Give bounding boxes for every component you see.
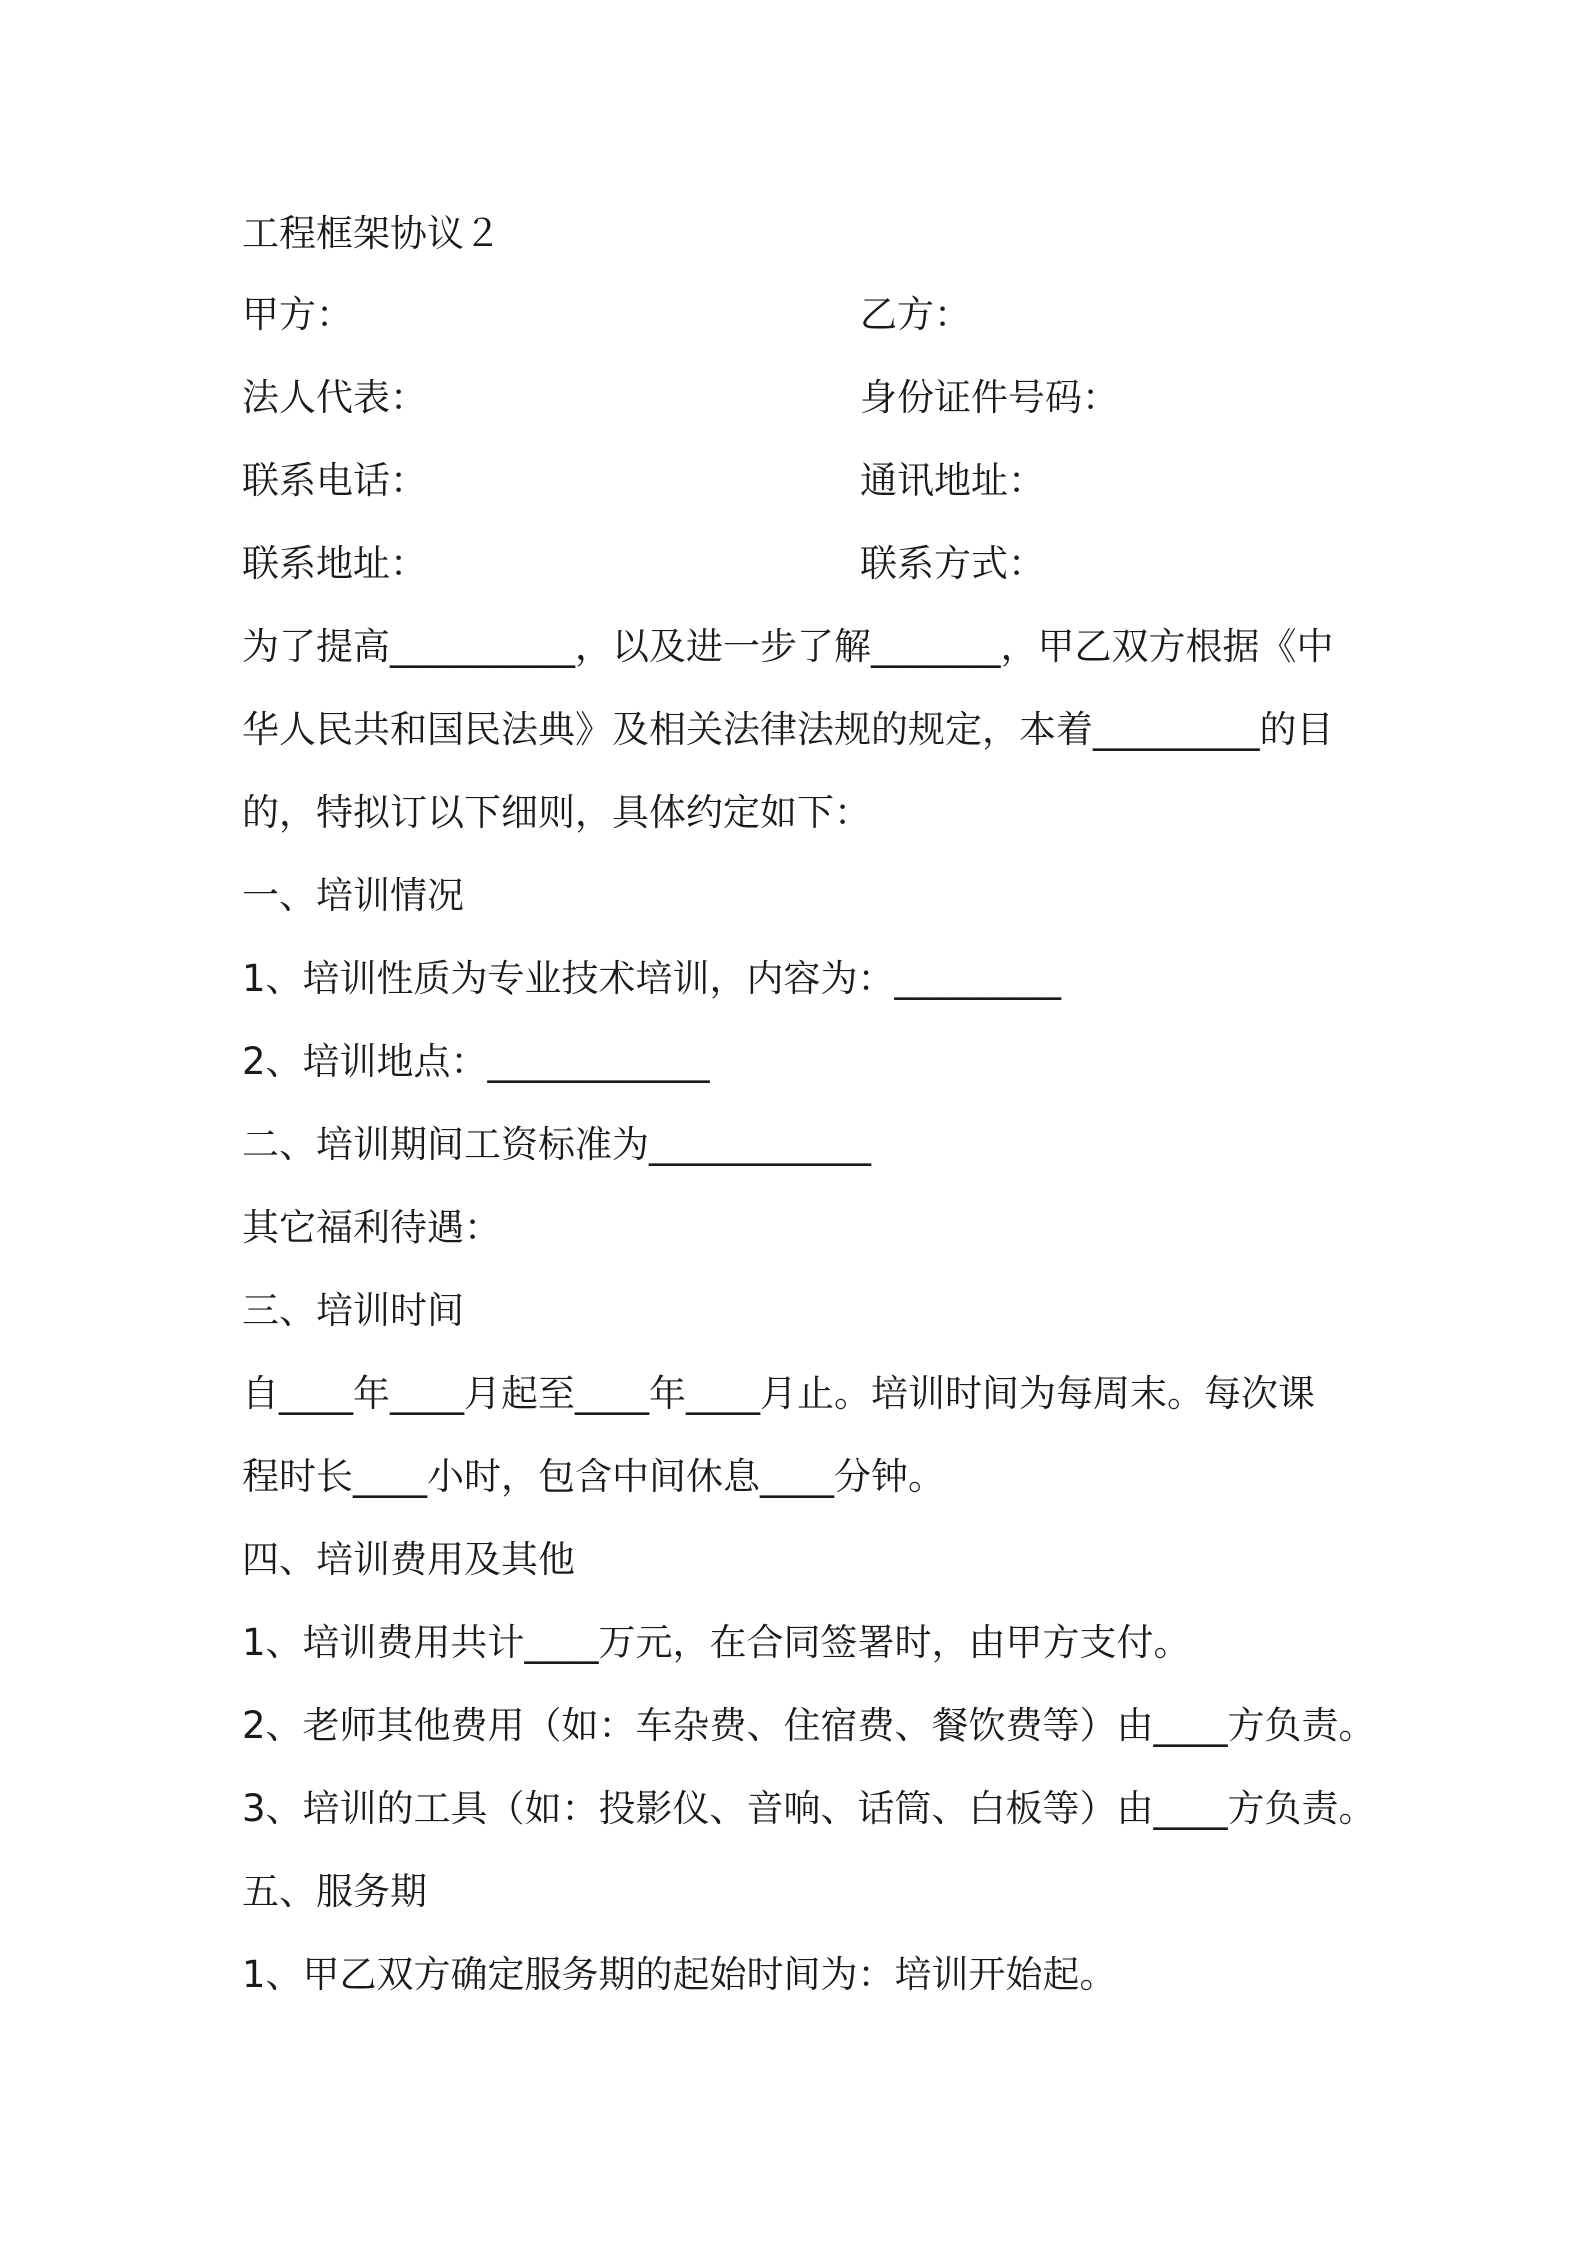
section-2-item-1: 其它福利待遇： — [242, 1206, 501, 1249]
party-b-label: 乙方： — [860, 293, 971, 336]
section-5-heading: 五、服务期 — [242, 1870, 427, 1913]
section-5-item-1: 1、甲乙双方确定服务期的起始时间为：培训开始起。 — [242, 1953, 1117, 1996]
preamble-line-2: 华人民共和国民法典》及相关法律法规的规定，本着_________的目 — [242, 708, 1334, 751]
legal-rep-label: 法人代表： — [242, 376, 427, 419]
section-3-line-2: 程时长____小时，包含中间休息____分钟。 — [242, 1455, 945, 1498]
section-4-item-1: 1、培训费用共计____万元，在合同签署时，由甲方支付。 — [242, 1621, 1191, 1664]
section-4-item-3: 3、培训的工具（如：投影仪、音响、话筒、白板等）由____方负责。 — [242, 1787, 1376, 1830]
section-4-heading: 四、培训费用及其他 — [242, 1538, 575, 1581]
section-3-line-1: 自____年____月起至____年____月止。培训时间为每周末。每次课 — [242, 1372, 1315, 1415]
address-row — [242, 539, 1045, 589]
contact-phone-label: 联系电话： — [242, 459, 427, 502]
contact-method-label: 联系方式： — [860, 542, 1045, 585]
section-2-heading: 二、培训期间工资标准为____________ — [242, 1123, 871, 1166]
id-number-label: 身份证件号码： — [860, 376, 1119, 419]
section-1-heading: 一、培训情况 — [242, 874, 464, 917]
section-3-heading: 三、培训时间 — [242, 1289, 464, 1332]
section-1-item-2: 2、培训地点：____________ — [242, 1040, 710, 1083]
contact-address-label: 联系地址： — [242, 542, 427, 585]
preamble-line-3: 的，特拟订以下细则，具体约定如下： — [242, 791, 871, 834]
section-1-item-1: 1、培训性质为专业技术培训，内容为：_________ — [242, 957, 1062, 1000]
phone-row — [242, 456, 1045, 506]
section-4-item-2: 2、老师其他费用（如：车杂费、住宿费、餐饮费等）由____方负责。 — [242, 1704, 1376, 1747]
party-a-label: 甲方： — [242, 293, 353, 336]
document-title: 工程框架协议２ — [242, 212, 501, 255]
legal-rep-row — [242, 373, 1119, 423]
preamble-line-1: 为了提高__________，以及进一步了解_______，甲乙双方根据《中 — [242, 625, 1334, 668]
party-row — [242, 290, 971, 340]
mail-address-label: 通讯地址： — [860, 459, 1045, 502]
